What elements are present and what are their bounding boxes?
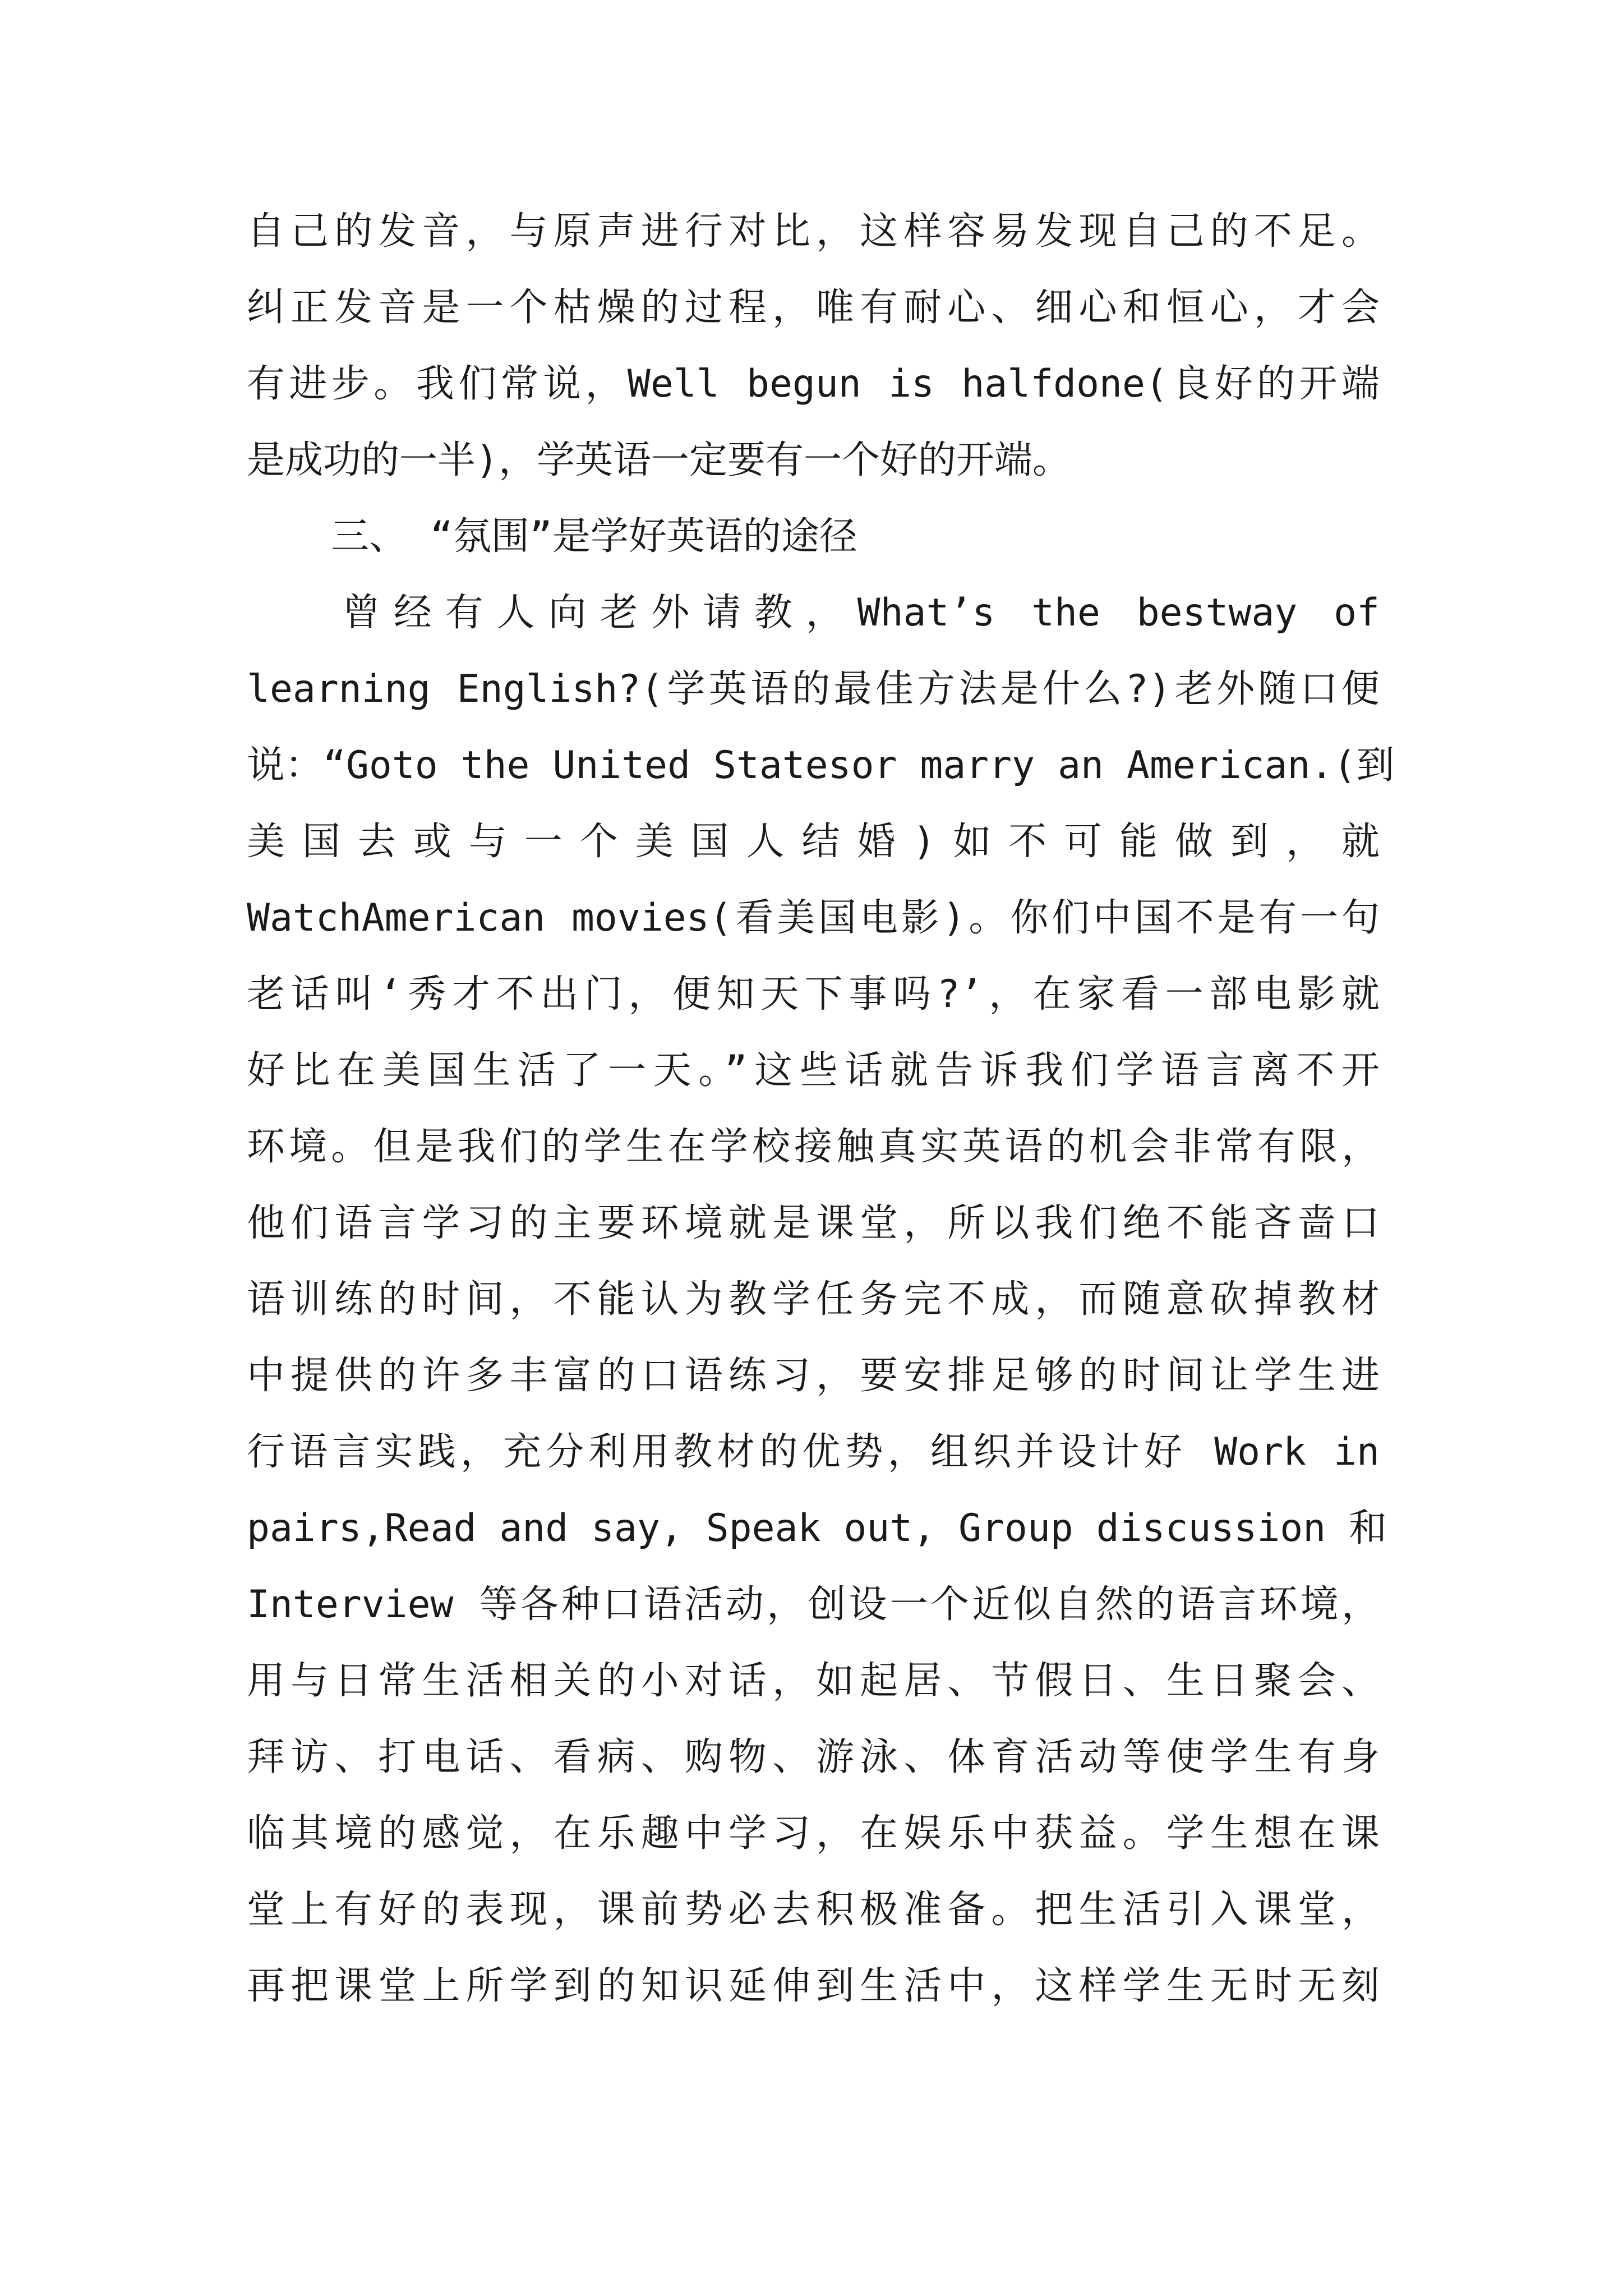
text-line: 环境。但是我们的学生在学校接触真实英语的机会非常有限， xyxy=(247,1125,1380,1169)
text-line: 拜访、打电话、看病、购物、游泳、体育活动等使学生有身 xyxy=(247,1735,1380,1779)
text-line: Interview 等各种口语活动，创设一个近似自然的语言环境， xyxy=(247,1582,1380,1627)
text-line: 好比在美国生活了一天。”这些话就告诉我们学语言离不开 xyxy=(247,1048,1380,1093)
text-line: 老话叫‘秀才不出门，便知天下事吗?’，在家看一部电影就 xyxy=(247,972,1380,1016)
section-heading: 三、 “氛围”是学好英语的途径 xyxy=(331,514,857,559)
text-line: 他们语言学习的主要环境就是课堂，所以我们绝不能吝啬口 xyxy=(247,1201,1380,1245)
body-text xyxy=(247,194,1395,2024)
text-line: pairs,Read and say, Speak out, Group discussion 和 xyxy=(247,1506,1387,1550)
text-line: 自己的发音，与原声进行对比，这样容易发现自己的不足。 xyxy=(247,209,1380,254)
text-line: learning English?(学英语的最佳方法是什么?)老外随口便 xyxy=(247,667,1380,711)
text-line: 是成功的一半)，学英语一定要有一个好的开端。 xyxy=(247,438,1071,482)
text-line: 行语言实践，充分利用教材的优势，组织并设计好 Work in xyxy=(247,1430,1380,1474)
text-line: 再把课堂上所学到的知识延伸到生活中，这样学生无时无刻 xyxy=(247,1964,1380,2008)
text-line: 说：“Goto the United Statesor marry an American.(到 xyxy=(247,743,1395,788)
text-line: 有进步。我们常说，Well begun is halfdone(良好的开端 xyxy=(247,362,1380,406)
text-line: WatchAmerican movies(看美国电影)。你们中国不是有一句 xyxy=(247,896,1380,940)
text-line: 美国去或与一个美国人结婚)如不可能做到，就 xyxy=(247,820,1380,864)
text-line: 曾经有人向老外请教，What’s the bestway of xyxy=(342,591,1380,635)
text-line: 用与日常生活相关的小对话，如起居、节假日、生日聚会、 xyxy=(247,1659,1380,1703)
text-line: 堂上有好的表现，课前势必去积极准备。把生活引入课堂， xyxy=(247,1888,1380,1932)
text-line: 纠正发音是一个枯燥的过程，唯有耐心、细心和恒心，才会 xyxy=(247,286,1380,330)
text-line: 中提供的许多丰富的口语练习，要安排足够的时间让学生进 xyxy=(247,1354,1380,1398)
text-line: 语训练的时间，不能认为教学任务完不成，而随意砍掉教材 xyxy=(247,1277,1380,1322)
text-line: 临其境的感觉，在乐趣中学习，在娱乐中获益。学生想在课 xyxy=(247,1811,1380,1856)
